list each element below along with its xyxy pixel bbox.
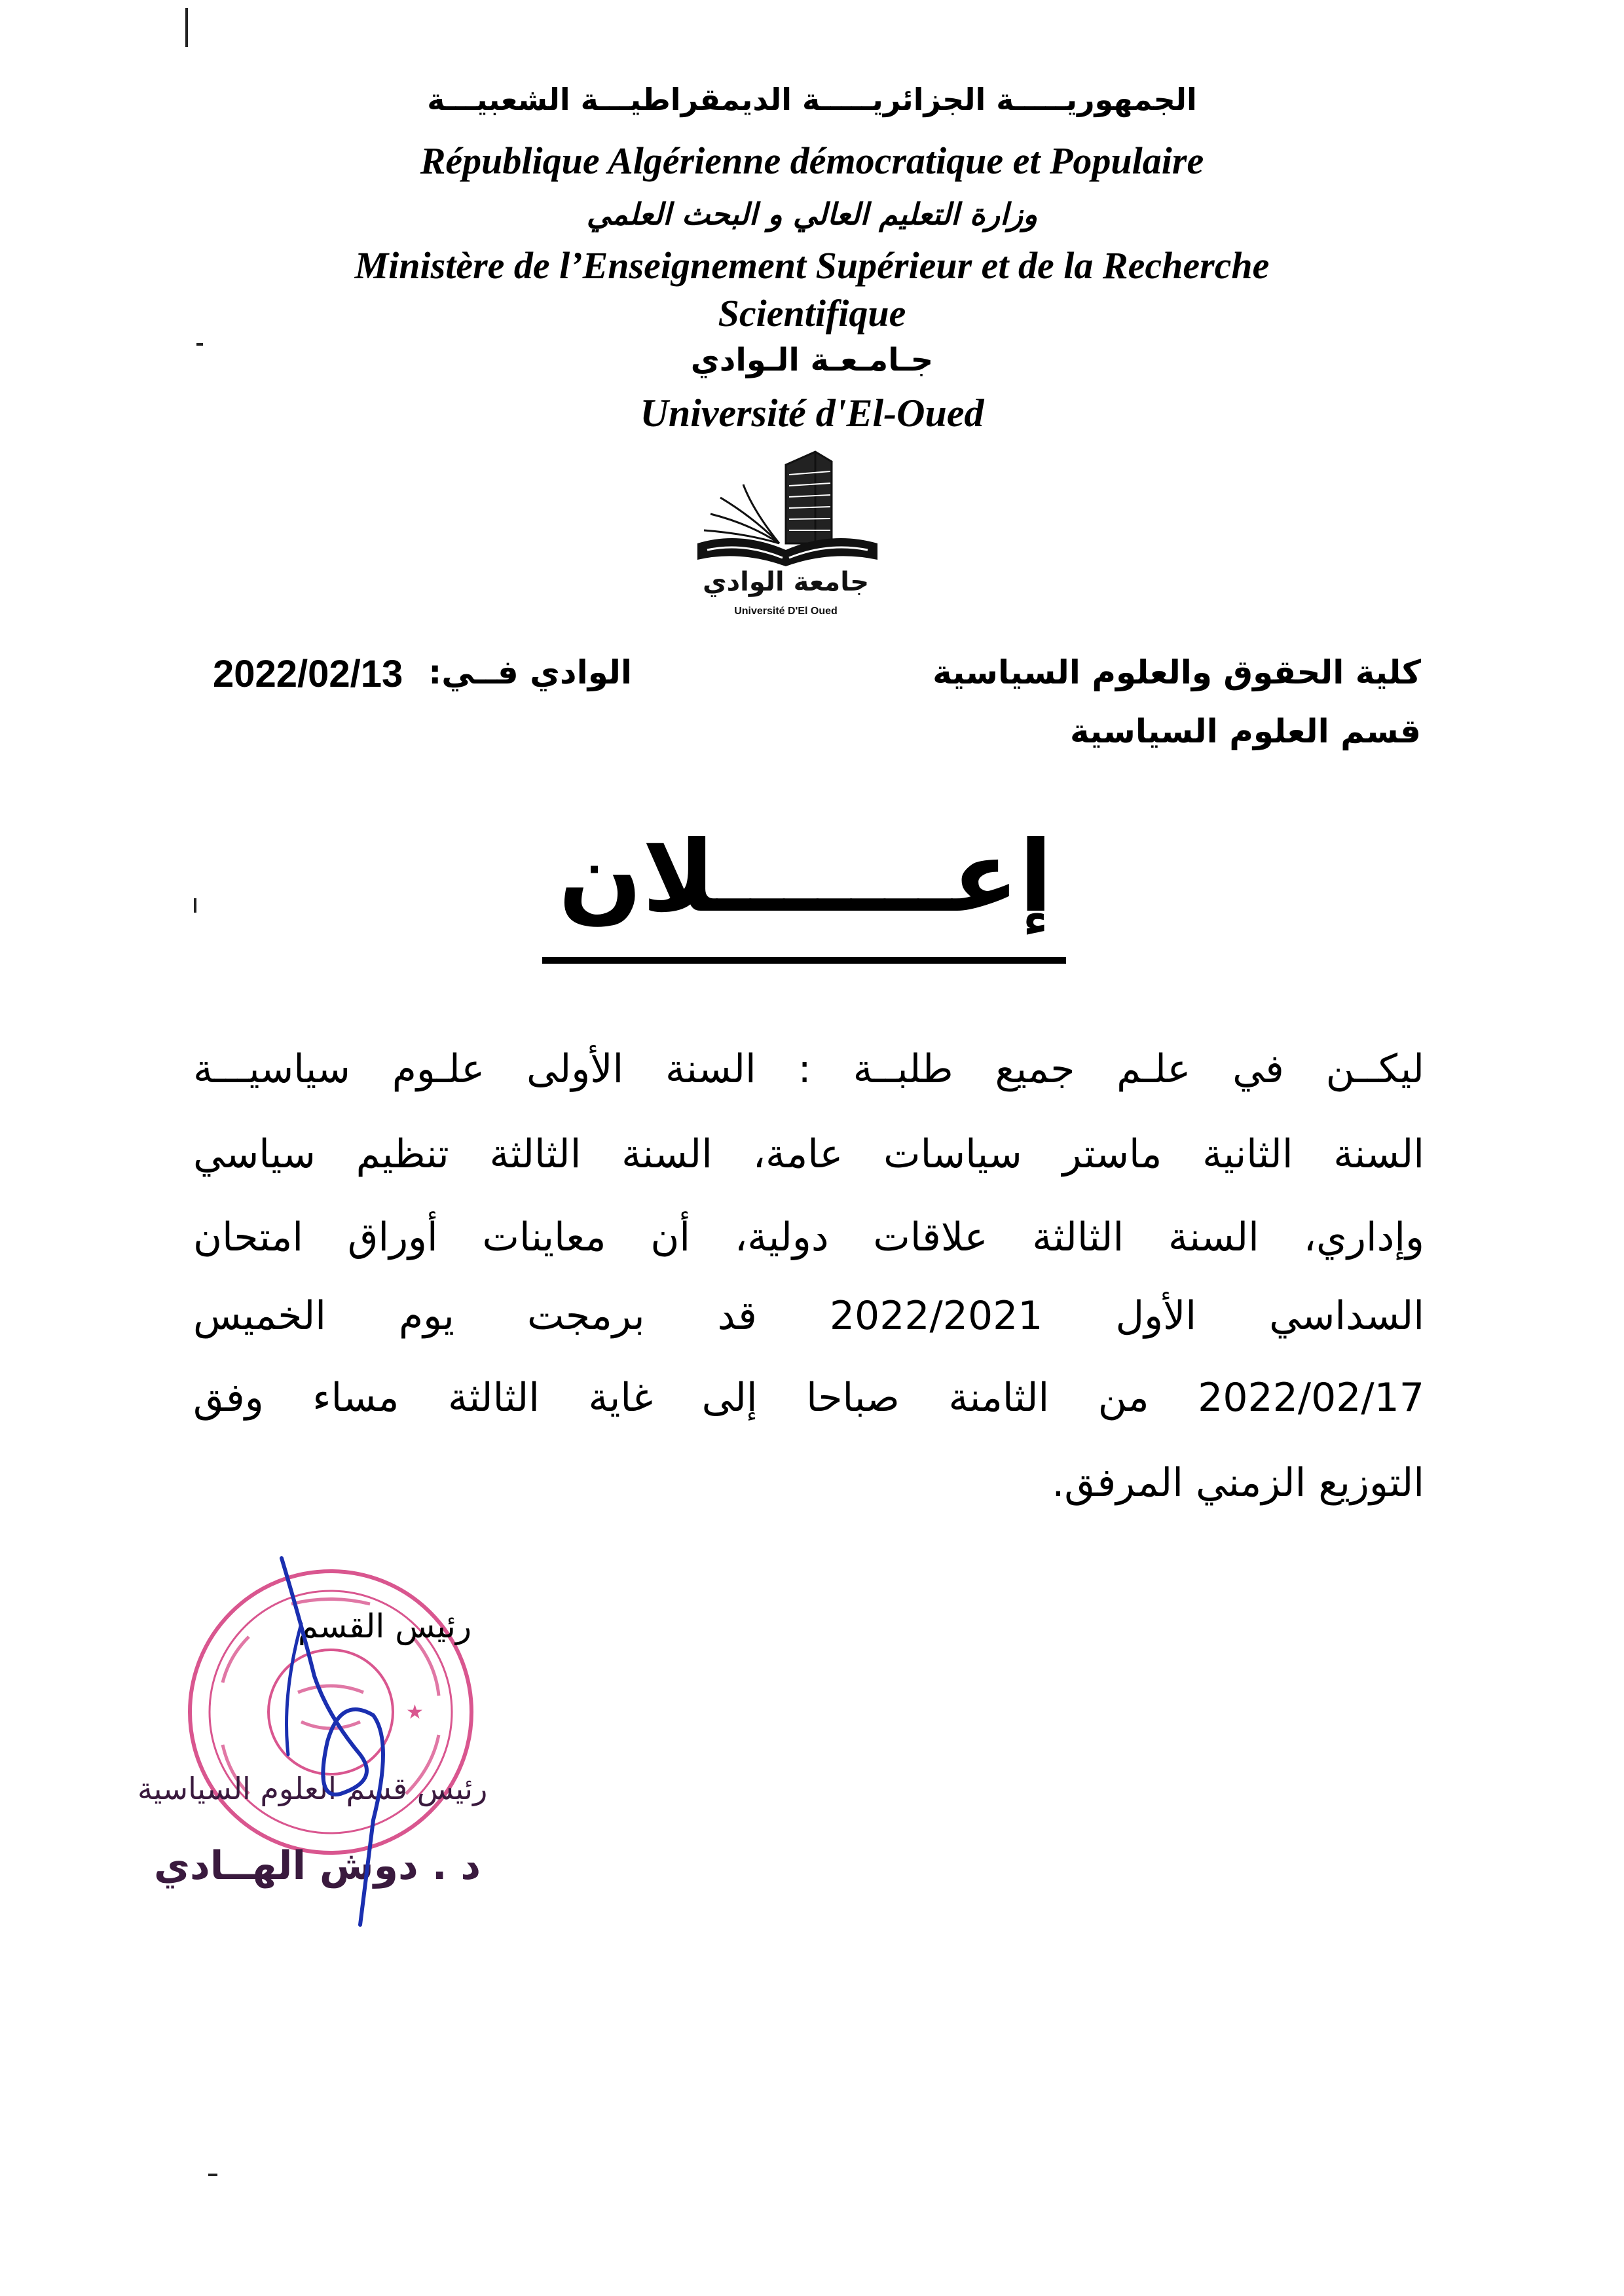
- date-label: الوادي فــي:: [428, 653, 632, 691]
- handwritten-signature-icon: [242, 1545, 439, 1938]
- logo-text-french: Université D'El Oued: [734, 606, 838, 617]
- announcement-line: 2022/02/17 من الثامنة صباحا إلى غاية الثالثة مساء وفق: [193, 1375, 1424, 1421]
- republic-french: République Algérienne démocratique et Populaire: [420, 139, 1204, 182]
- university-french: Université d'El-Oued: [640, 392, 984, 435]
- ministry-french-line2: Scientifique: [718, 292, 906, 335]
- scan-mark: [196, 343, 203, 346]
- announcement-line: ليكــن في علـم جميع طلبــة : السنة الأولى علـوم سياسيـــة: [193, 1046, 1424, 1092]
- svg-text:★: ★: [406, 1701, 424, 1724]
- signature-title: رئيس القسم: [298, 1607, 472, 1645]
- announcement-title: إعـــــــلان: [558, 820, 1053, 934]
- department-name: قسم العلوم السياسية: [1069, 712, 1421, 750]
- announcement-line: وإداري، السنة الثالثة علاقات دولية، أن معاينات أوراق امتحان: [193, 1214, 1424, 1260]
- scan-mark: [185, 8, 188, 47]
- scan-mark: [194, 898, 196, 913]
- ministry-french-line1: Ministère de l’Enseignement Supérieur et de la Recherche: [354, 244, 1270, 287]
- announcement-line: السداسي الأول 2022/2021 قد برمجت يوم الخميس: [193, 1293, 1424, 1339]
- university-logo-icon: [681, 445, 891, 622]
- ministry-arabic: وزارة التعليم العالي و البحث العلمي: [586, 196, 1038, 232]
- logo-text-arabic: جامعة الوادي: [702, 567, 870, 597]
- faculty-name: كلية الحقوق والعلوم السياسية: [932, 653, 1421, 691]
- announcement-line: السنة الثانية ماستر سياسات عامة، السنة الثالثة تنظيم سياسي: [193, 1131, 1424, 1177]
- date-value: 2022/02/13: [213, 653, 403, 695]
- title-underline: [542, 957, 1066, 964]
- signature-department-head: رئيس قسم العلوم السياسية: [138, 1771, 488, 1806]
- scan-mark: [208, 2174, 217, 2176]
- signature-name: د . دوش الهــادي: [154, 1843, 481, 1889]
- university-arabic: جـامـعـة الـوادي: [690, 342, 934, 378]
- announcement-line: التوزيع الزمني المرفق.: [1052, 1460, 1424, 1506]
- republic-arabic: الجمهوريـــــة الجزائريـــــة الديمقراطيـــة الشعبيـــة: [427, 82, 1197, 117]
